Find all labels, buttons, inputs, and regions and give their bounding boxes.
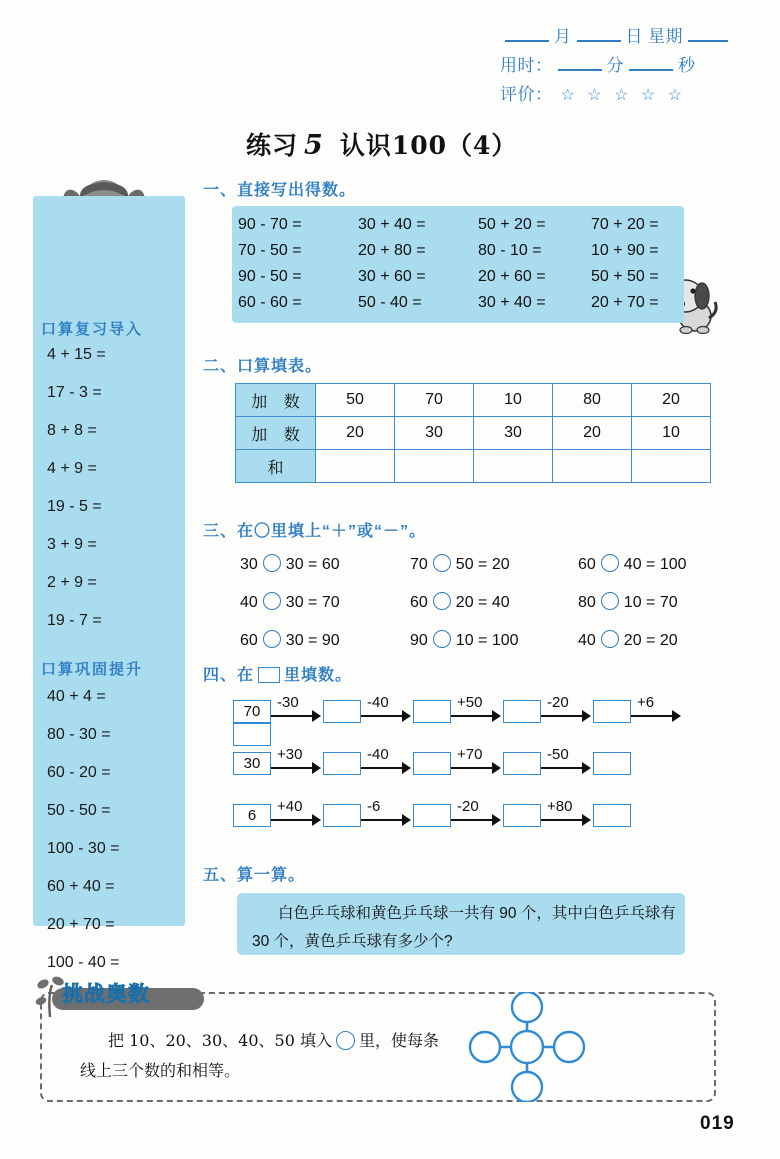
- page-title: [246, 126, 517, 162]
- table-cell[interactable]: 10: [474, 384, 553, 417]
- exercise-5-problem-text: 白色乒乓球和黄色乒乓球一共有 90 个，其中白色乒乓球有 30 个，黄色乒乓球有多少个?: [252, 905, 676, 950]
- operand-left: 60: [578, 556, 596, 573]
- sidebar-problem: 2 + 9 =: [47, 574, 97, 591]
- exercise-1-problem-grid: [238, 212, 690, 322]
- chain-answer-box[interactable]: [593, 752, 631, 775]
- weekday-label: 星期: [648, 27, 683, 46]
- exercise-1-problem: 90 - 50 =: [238, 268, 302, 285]
- exercise-3-problem: [410, 554, 578, 574]
- chain-operation-label: -40: [367, 746, 389, 763]
- exercise-1-problem: 70 + 20 =: [591, 216, 659, 233]
- sidebar-section-1-title: 口算复习导入: [41, 321, 144, 338]
- chain-start-box: 6: [233, 804, 271, 827]
- exercise-1-problem: 90 - 70 =: [238, 216, 302, 233]
- chain-operation-label: -6: [367, 798, 381, 815]
- rating-prefix: 评价：: [500, 85, 553, 104]
- exercise-1-problem: 30 + 40 =: [478, 294, 546, 311]
- exercise-1-problem: 50 - 40 =: [358, 294, 422, 311]
- header-info: [500, 22, 733, 109]
- exercise-3-problem: [410, 592, 578, 612]
- exercise-3-problem: [578, 554, 728, 574]
- table-cell[interactable]: 30: [474, 417, 553, 450]
- table-cell[interactable]: [395, 450, 474, 483]
- chain-answer-box[interactable]: [323, 752, 361, 775]
- month-label: 月: [554, 27, 572, 46]
- chain-start-box: 70: [233, 700, 271, 723]
- sidebar-problem: 8 + 8 =: [47, 422, 97, 439]
- minute-blank[interactable]: [558, 57, 602, 71]
- chain-operation-label: +40: [277, 798, 303, 815]
- cross-puzzle-diagram[interactable]: [452, 992, 602, 1102]
- sidebar-section-1-list: [33, 346, 185, 650]
- day-label: 日: [625, 27, 643, 46]
- table-cell[interactable]: 50: [316, 384, 395, 417]
- exercise-1-problem: 10 + 90 =: [591, 242, 659, 259]
- chain-answer-box[interactable]: [413, 700, 451, 723]
- exercise-2-heading: 二、口算填表。: [203, 358, 323, 375]
- table-cell[interactable]: [553, 450, 632, 483]
- exercise-1-problem: 20 + 70 =: [591, 294, 659, 311]
- operand-left: 80: [578, 594, 596, 611]
- operator-circle[interactable]: [601, 630, 619, 648]
- operator-circle[interactable]: [433, 630, 451, 648]
- sidebar-section-2-list: [33, 688, 185, 992]
- challenge-title: 挑战奥数: [62, 981, 150, 1006]
- exercise-4-chains: [233, 694, 703, 856]
- puzzle-circle-top: [512, 992, 542, 1022]
- chain-answer-box[interactable]: [413, 804, 451, 827]
- chain-operation-label: -20: [547, 694, 569, 711]
- sidebar-problem: 4 + 9 =: [47, 460, 97, 477]
- operand-right: 10 = 100: [455, 632, 519, 649]
- sidebar-problem: 19 - 5 =: [47, 498, 102, 515]
- table-cell[interactable]: 30: [395, 417, 474, 450]
- table-row-label: 加 数: [236, 417, 316, 450]
- chain-answer-box[interactable]: [503, 804, 541, 827]
- chain-operation-label: +30: [277, 746, 303, 763]
- sidebar-problem: 17 - 3 =: [47, 384, 102, 401]
- chain-arrow: [271, 694, 323, 723]
- chain-operation-label: +50: [457, 694, 483, 711]
- sidebar-problem: 100 - 40 =: [47, 954, 120, 971]
- chain-answer-box[interactable]: [503, 752, 541, 775]
- operand-left: 40: [578, 632, 596, 649]
- puzzle-circle-left: [470, 1032, 500, 1062]
- page-number: 019: [700, 1113, 735, 1134]
- operator-circle[interactable]: [601, 592, 619, 610]
- operator-circle[interactable]: [263, 554, 281, 572]
- title-prefix: 练习: [246, 131, 299, 160]
- time-prefix: 用时：: [500, 56, 553, 75]
- exercise-1-problem: 80 - 10 =: [478, 242, 542, 259]
- operand-left: 70: [410, 556, 428, 573]
- chain-operation-label: -40: [367, 694, 389, 711]
- chain-operation-label: -20: [457, 798, 479, 815]
- sidebar-problem: 60 + 40 =: [47, 878, 115, 895]
- chain-arrow: [541, 798, 593, 827]
- table-cell[interactable]: [316, 450, 395, 483]
- exercise-1-problem: 20 + 80 =: [358, 242, 426, 259]
- sidebar-problem: 19 - 7 =: [47, 612, 102, 629]
- weekday-blank[interactable]: [688, 28, 728, 42]
- day-blank[interactable]: [577, 28, 621, 42]
- chain-operation-label: +80: [547, 798, 573, 815]
- date-row: [500, 22, 733, 51]
- exercise-1-problem: 30 + 60 =: [358, 268, 426, 285]
- operand-right: 20 = 40: [455, 594, 510, 611]
- title-name: 认识100（4）: [339, 131, 518, 160]
- sidebar-problem: 4 + 15 =: [47, 346, 106, 363]
- exercise-3-problem: [240, 592, 410, 612]
- chain-answer-box[interactable]: [413, 752, 451, 775]
- table-cell[interactable]: 10: [632, 417, 711, 450]
- exercise-4-heading: [203, 662, 352, 685]
- time-row: [500, 51, 733, 80]
- chain-answer-box[interactable]: [233, 723, 271, 746]
- exercise-1-problem: 30 + 40 =: [358, 216, 426, 233]
- sidebar-problem: 40 + 4 =: [47, 688, 106, 705]
- operand-left: 60: [410, 594, 428, 611]
- exercise-3-heading: 三、在〇里填上“＋”或“－”。: [203, 523, 427, 540]
- exercise-5-heading: 五、算一算。: [203, 867, 306, 884]
- exercise-3-problem: [240, 630, 410, 650]
- exercise-2-table: [235, 383, 711, 483]
- table-cell[interactable]: 20: [316, 417, 395, 450]
- challenge-text-after: 里，使每条线上三个数的和相等。: [80, 1031, 439, 1080]
- chain-arrow: [271, 798, 323, 827]
- exercise-3-problem: [578, 630, 728, 650]
- arrow-chain: [233, 694, 703, 752]
- sidebar-section-2-title: 口算巩固提升: [41, 661, 144, 678]
- title-number: 5: [304, 130, 324, 161]
- operand-left: 30: [240, 556, 258, 573]
- operand-right: 50 = 20: [455, 556, 510, 573]
- chain-answer-box[interactable]: [593, 804, 631, 827]
- table-cell[interactable]: 70: [395, 384, 474, 417]
- operand-right: 10 = 70: [623, 594, 678, 611]
- chain-arrow: [451, 746, 503, 775]
- chain-arrow: [631, 694, 683, 723]
- operand-right: 40 = 100: [623, 556, 687, 573]
- chain-arrow: [271, 746, 323, 775]
- operator-circle[interactable]: [601, 554, 619, 572]
- exercise-1-heading: 一、直接写出得数。: [203, 182, 357, 199]
- puzzle-circle-center: [511, 1031, 543, 1063]
- exercise-3-problem: [410, 630, 578, 650]
- table-row-label: 加 数: [236, 384, 316, 417]
- answer-circle-icon: [336, 1031, 355, 1050]
- chain-answer-box[interactable]: [503, 700, 541, 723]
- chain-arrow: [451, 798, 503, 827]
- table-cell[interactable]: [632, 450, 711, 483]
- table-cell[interactable]: 80: [553, 384, 632, 417]
- sidebar-problem: 50 - 50 =: [47, 802, 111, 819]
- table-cell[interactable]: 20: [553, 417, 632, 450]
- exercise-1-problem: 60 - 60 =: [238, 294, 302, 311]
- operand-left: 40: [240, 594, 258, 611]
- table-row-label: 和: [236, 450, 316, 483]
- blank-box-icon: [258, 667, 280, 683]
- operand-left: 90: [410, 632, 428, 649]
- chain-operation-label: +6: [637, 694, 655, 711]
- chain-answer-box[interactable]: [593, 700, 631, 723]
- sidebar-problem: 20 + 70 =: [47, 916, 115, 933]
- table-cell[interactable]: 20: [632, 384, 711, 417]
- sidebar-problem: 3 + 9 =: [47, 536, 97, 553]
- exercise-4-heading-post: 里填数。: [284, 667, 353, 684]
- minute-label: 分: [606, 56, 624, 75]
- operand-right: 30 = 90: [285, 632, 340, 649]
- operand-right: 30 = 60: [285, 556, 340, 573]
- operator-circle[interactable]: [263, 592, 281, 610]
- operator-circle[interactable]: [433, 592, 451, 610]
- operand-right: 30 = 70: [285, 594, 340, 611]
- star-rating[interactable]: ☆ ☆ ☆ ☆ ☆: [560, 87, 686, 104]
- exercise-1-problem: 50 + 20 =: [478, 216, 546, 233]
- second-label: 秒: [678, 56, 696, 75]
- chain-operation-label: -30: [277, 694, 299, 711]
- exercise-3-problem-grid: [240, 545, 700, 659]
- sidebar-practice-panel: [33, 196, 185, 971]
- chain-arrow: [541, 694, 593, 723]
- rating-row: [500, 80, 733, 109]
- chain-operation-label: +70: [457, 746, 483, 763]
- month-blank[interactable]: [505, 28, 549, 42]
- exercise-1-problem: 50 + 50 =: [591, 268, 659, 285]
- exercise-3-problem: [578, 592, 728, 612]
- chain-start-box: 30: [233, 752, 271, 775]
- operand-left: 60: [240, 632, 258, 649]
- sidebar-problem: 60 - 20 =: [47, 764, 111, 781]
- sidebar-problem: 100 - 30 =: [47, 840, 120, 857]
- puzzle-circle-right: [554, 1032, 584, 1062]
- second-blank[interactable]: [629, 57, 673, 71]
- table-row: [236, 450, 711, 483]
- puzzle-circle-bottom: [512, 1072, 542, 1102]
- chain-arrow: [361, 746, 413, 775]
- table-row: [236, 417, 711, 450]
- operand-right: 20 = 20: [623, 632, 678, 649]
- chain-arrow: [361, 694, 413, 723]
- table-row: [236, 384, 711, 417]
- exercise-1-problem: 70 - 50 =: [238, 242, 302, 259]
- chain-arrow: [361, 798, 413, 827]
- exercise-3-problem: [240, 554, 410, 574]
- operator-circle[interactable]: [263, 630, 281, 648]
- exercise-4-heading-pre: 四、在: [203, 667, 255, 684]
- operator-circle[interactable]: [433, 554, 451, 572]
- chain-arrow: [541, 746, 593, 775]
- table-cell[interactable]: [474, 450, 553, 483]
- challenge-text-before: 把 10、20、30、40、50 填入: [108, 1031, 332, 1050]
- arrow-chain: [233, 746, 703, 804]
- exercise-1-problem: 20 + 60 =: [478, 268, 546, 285]
- challenge-text: [80, 1026, 440, 1086]
- chain-operation-label: -50: [547, 746, 569, 763]
- chain-answer-box[interactable]: [323, 700, 361, 723]
- chain-answer-box[interactable]: [323, 804, 361, 827]
- sidebar-problem: 80 - 30 =: [47, 726, 111, 743]
- arrow-chain: [233, 798, 703, 856]
- chain-arrow: [451, 694, 503, 723]
